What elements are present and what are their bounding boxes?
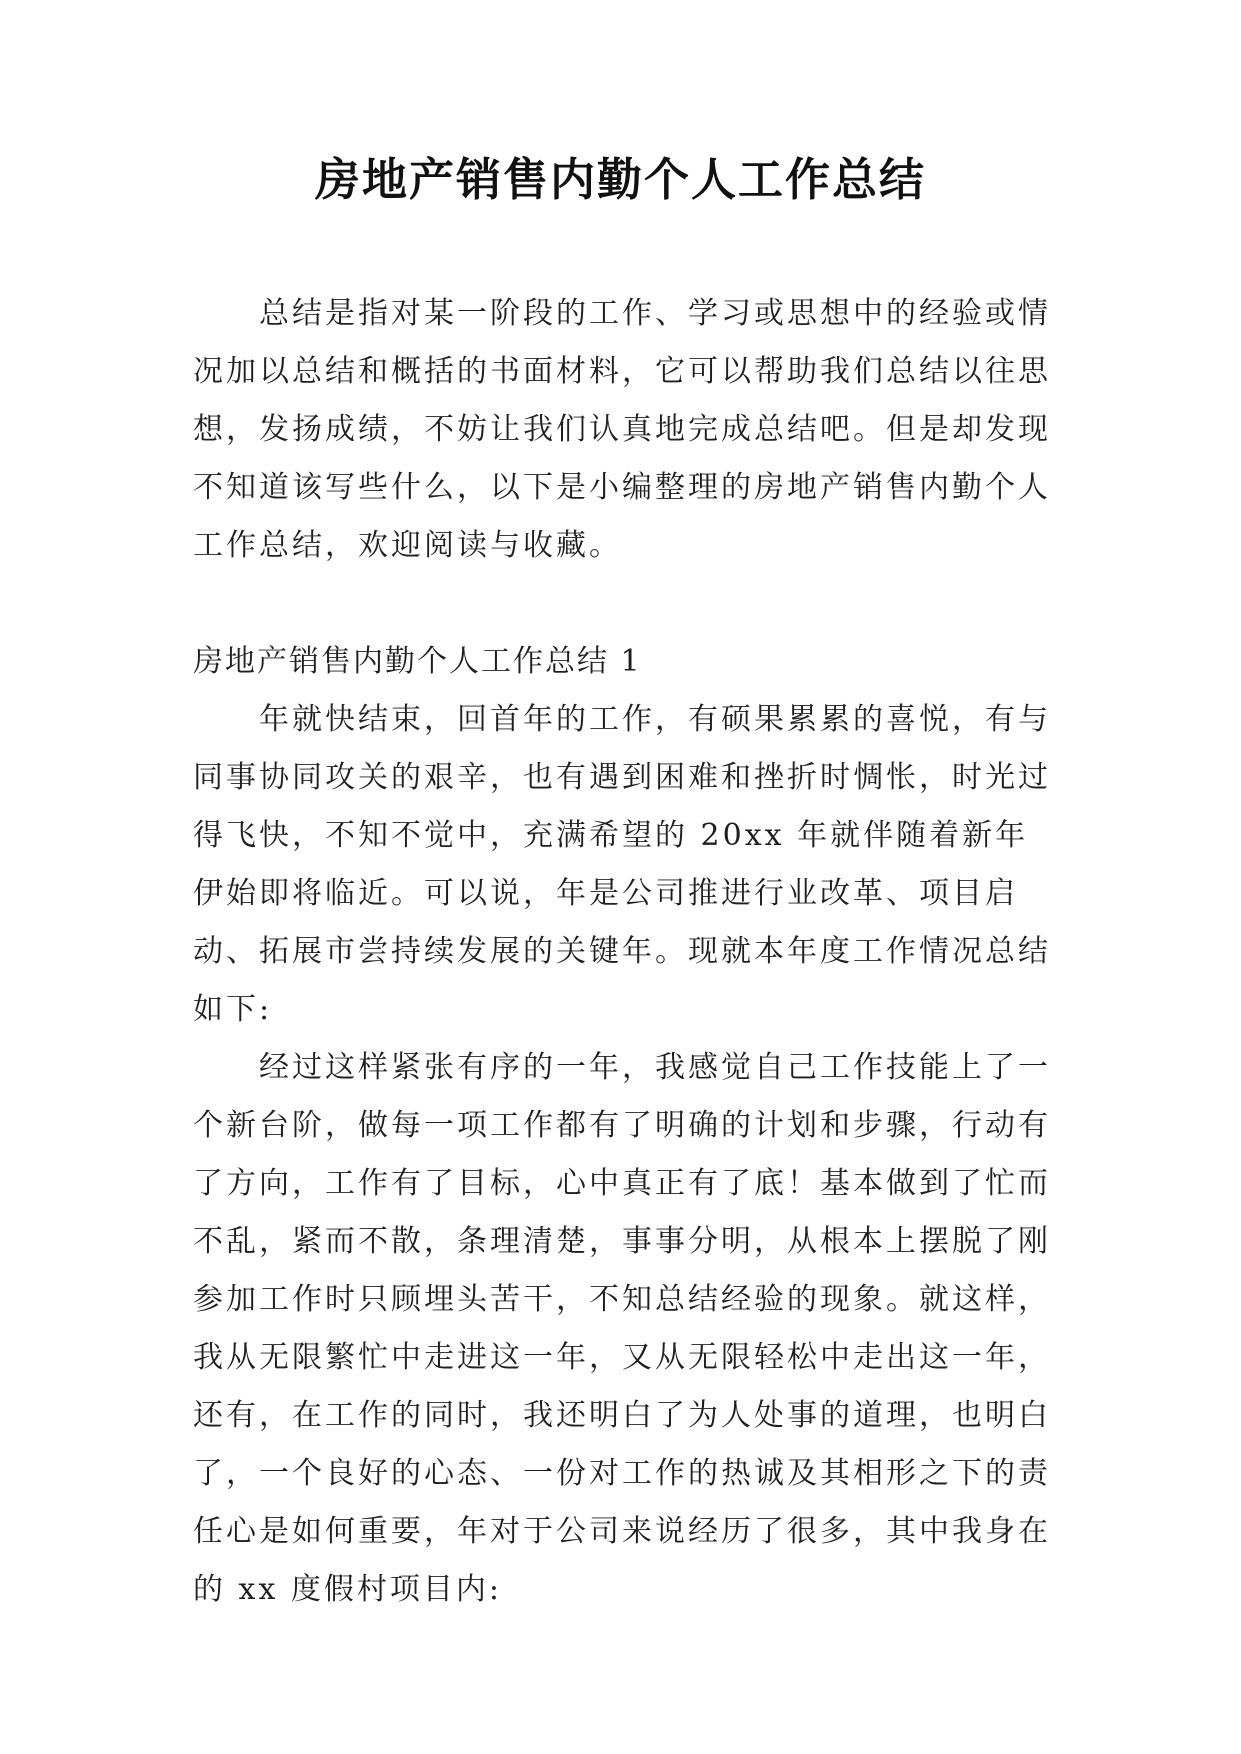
body-paragraph-2: 经过这样紧张有序的一年，我感觉自己工作技能上了一个新台阶，做每一项工作都有了明确的计划和步骤，行动有了方向，工作有了目标，心中真正有了底！基本做到了忙而不乱，紧而不散，条理清楚，事事分明，从根本上摆脱了刚参加工作时只顾埋头苦干，不知总结经验的现象。就这样，我从无限繁忙中走进这一年，又从无限轻松中走出这一年，还有，在工作的同时，我还明白了为人处事的道理，也明白了，一个良好的心态、一份对工作的热诚及其相形之下的责任心是如何重要，年对于公司来说经历了很多，其中我身在的 xx 度假村项目内: (193, 1050, 1051, 1607)
intro-paragraph: 总结是指对某一阶段的工作、学习或思想中的经验或情况加以总结和概括的书面材料，它可以帮助我们总结以往思想，发扬成绩，不妨让我们认真地完成总结吧。但是却发现不知道该写些什么，以下是小编整理的房地产销售内勤个人工作总结，欢迎阅读与收藏。 (193, 296, 1051, 563)
body-paragraph-1: 年就快结束，回首年的工作，有硕果累累的喜悦，有与同事协同攻关的艰辛，也有遇到困难和挫折时惆怅，时光过得飞快，不知不觉中，充满希望的 20xx 年就伴随着新年伊始即将临近。可以说，年是公司推进行业改革、项目启动、拓展市尝持续发展的关键年。现就本年度工作情况总结如下: (193, 702, 1051, 1027)
document-body (193, 285, 1055, 1619)
section-heading: 房地产销售内勤个人工作总结 1 (193, 644, 642, 679)
document-title: 房地产销售内勤个人工作总结 (314, 153, 926, 206)
